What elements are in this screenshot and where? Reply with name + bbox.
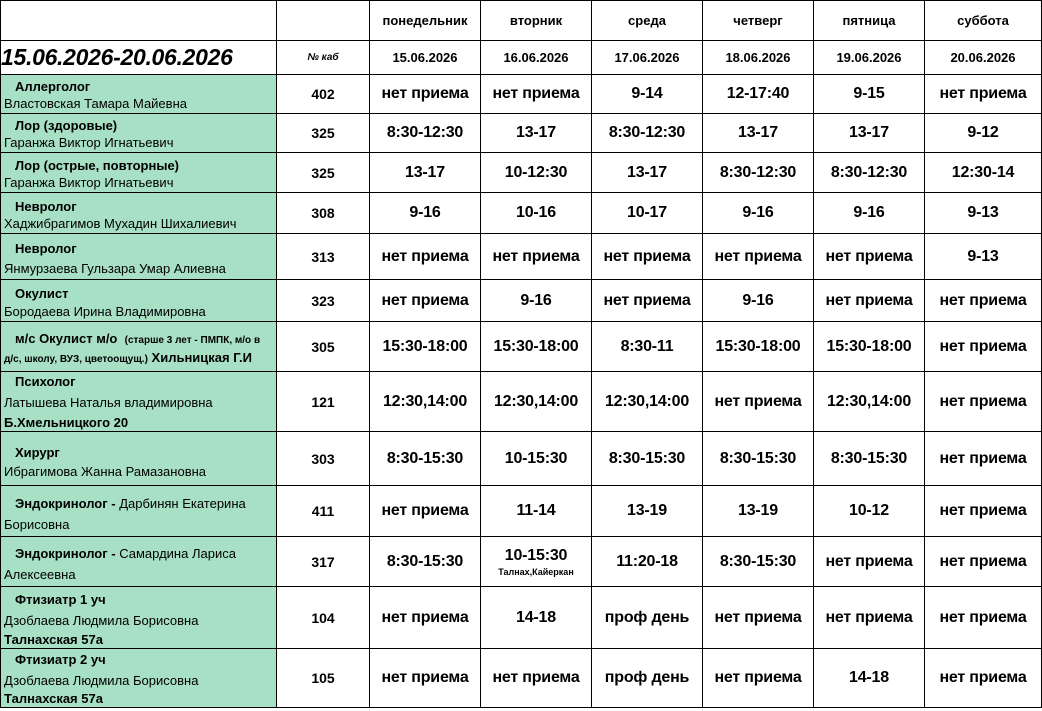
schedule-cell: 9-13 [925,193,1042,234]
schedule-cell: 12:30,14:00 [592,372,703,432]
schedule-cell: 9-15 [814,75,925,114]
schedule-cell: проф день [592,587,703,649]
schedule-cell: нет приема [925,322,1042,372]
room-column-header: № каб [277,41,370,75]
schedule-cell: 8:30-15:30 [814,432,925,486]
schedule-cell: нет приема [925,280,1042,322]
table-row [1,486,1042,537]
specialty-label: Лор (острые, повторные) [15,157,180,173]
table-row [1,587,1042,649]
schedule-cell: 12-17:40 [703,75,814,114]
specialty-note: д/с, школу, ВУЗ, цветоощущ.) [4,354,148,365]
address-label: Талнахская 57а [4,691,103,706]
address-label: Б.Хмельницкого 20 [4,415,129,430]
room-number: 305 [277,322,370,372]
schedule-cell: 9-16 [703,193,814,234]
header-blank-cell [277,1,370,41]
doctor-name: Ибрагимова Жанна Рамазановна [4,463,207,479]
schedule-cell: проф день [592,649,703,708]
specialty-label: Невролог [15,241,77,256]
doctor-name [1,349,276,368]
table-row [1,432,1042,486]
doctor-name: Дзоблаева Людмила Борисовна [4,673,199,688]
table-row [1,649,1042,708]
doctor-name-text: Самардина Лариса [119,545,236,561]
schedule-cell: 8:30-15:30 [370,537,481,587]
specialty-label: Невролог [15,198,77,214]
day-date: 15.06.2026 [370,41,481,75]
day-date: 18.06.2026 [703,41,814,75]
room-number: 402 [277,75,370,114]
schedule-cell: нет приема [925,587,1042,649]
room-number: 317 [277,537,370,587]
specialty-label: Фтизиатр 1 уч [15,592,106,607]
schedule-cell: нет приема [481,75,592,114]
schedule-cell: 8:30-15:30 [703,537,814,587]
schedule-cell: 12:30,14:00 [814,372,925,432]
schedule-cell: 8:30-12:30 [592,114,703,153]
room-number: 104 [277,587,370,649]
table-row [1,322,1042,372]
doctor-name-text: Хильницкая Г.И [151,350,252,365]
table-row [1,537,1042,587]
specialty-label: Аллерголог [15,79,91,94]
doctor-name: Дзоблаева Людмила Борисовна [4,613,199,628]
location-note: Талнах,Кайеркан [498,566,574,577]
specialty-label: Психолог [15,374,76,389]
room-number: 325 [277,114,370,153]
day-name: понедельник [370,1,481,41]
schedule-cell: 13-17 [703,114,814,153]
schedule-cell: 8:30-15:30 [370,432,481,486]
schedule-cell: 10-12:30 [481,153,592,193]
header-row-days [1,1,1042,41]
schedule-cell: 15:30-18:00 [703,322,814,372]
schedule-cell: нет приема [481,234,592,280]
schedule-cell: 9-12 [925,114,1042,153]
schedule-cell: нет приема [925,372,1042,432]
specialty-label: Окулист [15,285,69,301]
schedule-cell: 13-17 [592,153,703,193]
schedule-cell: 13-19 [592,486,703,537]
schedule-cell [481,537,592,587]
specialty-note: (старше 3 лет - ПМПК, м/о в [124,335,261,346]
specialty-label [1,490,276,512]
table-row [1,75,1042,114]
schedule-cell: нет приема [370,486,481,537]
schedule-cell: 15:30-18:00 [481,322,592,372]
header-blank-cell [1,1,277,41]
doctor-name: Властовская Тамара Майевна [4,96,187,111]
room-number: 308 [277,193,370,234]
doctor-name: Гаранжа Виктор Игнатьевич [4,174,174,190]
schedule-cell: 10-17 [592,193,703,234]
day-date: 19.06.2026 [814,41,925,75]
doctor-cell [1,234,277,280]
schedule-cell: 9-16 [370,193,481,234]
schedule-cell: нет приема [925,432,1042,486]
schedule-cell: 13-19 [703,486,814,537]
specialty-text: м/с Окулист м/о [15,331,118,346]
schedule-cell: 11:20-18 [592,537,703,587]
doctor-cell [1,75,277,114]
doctor-cell [1,537,277,587]
doctor-name: Алексеевна [4,566,76,582]
schedule-cell: 8:30-15:30 [592,432,703,486]
table-row [1,153,1042,193]
schedule-cell: 8:30-12:30 [370,114,481,153]
schedule-cell: 12:30,14:00 [370,372,481,432]
room-number: 121 [277,372,370,432]
schedule-cell: 10-12 [814,486,925,537]
doctor-cell [1,153,277,193]
doctor-name: Борисовна [4,516,70,532]
schedule-cell: нет приема [370,587,481,649]
schedule-cell: 9-16 [814,193,925,234]
schedule-cell: нет приема [925,649,1042,708]
schedule-cell: 8:30-12:30 [703,153,814,193]
schedule-cell: 13-17 [370,153,481,193]
specialty-text: Эндокринолог - [15,545,116,561]
day-date: 17.06.2026 [592,41,703,75]
schedule-cell: нет приема [703,234,814,280]
schedule-cell: нет приема [814,234,925,280]
schedule-cell: нет приема [703,372,814,432]
schedule-cell: 13-17 [481,114,592,153]
schedule-cell: нет приема [814,587,925,649]
schedule-cell: 9-13 [925,234,1042,280]
schedule-cell: нет приема [925,75,1042,114]
schedule-cell: нет приема [703,649,814,708]
schedule-cell: нет приема [925,486,1042,537]
room-number: 313 [277,234,370,280]
schedule-cell: нет приема [703,587,814,649]
day-name: среда [592,1,703,41]
doctor-cell [1,114,277,153]
doctor-cell [1,587,277,649]
table-row [1,280,1042,322]
table-row [1,234,1042,280]
doctor-name-text: Дарбинян Екатерина [119,495,246,511]
schedule-cell: 9-14 [592,75,703,114]
day-name: вторник [481,1,592,41]
schedule-cell: нет приема [370,649,481,708]
doctor-name: Латышева Наталья владимировна [4,395,213,410]
specialty-label: Хирург [15,444,60,460]
schedule-cell: нет приема [814,537,925,587]
schedule-cell: нет приема [592,280,703,322]
schedule-cell-text: 10-15:30 [504,546,568,564]
schedule-cell: 12:30-14 [925,153,1042,193]
doctor-cell [1,432,277,486]
schedule-cell: нет приема [370,234,481,280]
specialty-text: Эндокринолог - [15,495,116,511]
room-number: 325 [277,153,370,193]
schedule-cell: 8:30-11 [592,322,703,372]
table-row [1,193,1042,234]
room-number: 105 [277,649,370,708]
table-row [1,372,1042,432]
day-name: четверг [703,1,814,41]
doctor-cell [1,486,277,537]
schedule-cell: нет приема [370,280,481,322]
specialty-label [1,325,276,349]
schedule-cell: нет приема [481,649,592,708]
schedule-cell: нет приема [814,280,925,322]
schedule-cell: 15:30-18:00 [814,322,925,372]
specialty-label [1,541,276,562]
doctor-cell [1,280,277,322]
room-number: 303 [277,432,370,486]
schedule-cell: нет приема [925,537,1042,587]
day-date: 20.06.2026 [925,41,1042,75]
day-name: суббота [925,1,1042,41]
schedule-cell: 8:30-12:30 [814,153,925,193]
doctor-cell [1,649,277,708]
schedule-cell: 12:30,14:00 [481,372,592,432]
schedule-cell: 11-14 [481,486,592,537]
schedule-cell: 10-15:30 [481,432,592,486]
doctor-name: Бородаева Ирина Владимировна [4,303,206,319]
specialty-label: Фтизиатр 2 уч [15,652,106,667]
schedule-cell: 8:30-15:30 [703,432,814,486]
doctor-name: Гаранжа Виктор Игнатьевич [4,135,174,150]
specialty-label: Лор (здоровые) [15,118,118,133]
schedule-cell: нет приема [370,75,481,114]
address-label: Талнахская 57а [4,632,103,647]
schedule-cell: 14-18 [814,649,925,708]
schedule-cell: 15:30-18:00 [370,322,481,372]
room-number: 323 [277,280,370,322]
day-date: 16.06.2026 [481,41,592,75]
schedule-cell: 9-16 [481,280,592,322]
doctor-cell [1,193,277,234]
doctor-name: Янмурзаева Гульзара Умар Алиевна [4,261,226,276]
schedule-cell: 9-16 [703,280,814,322]
period-title: 15.06.2026-20.06.2026 [1,41,277,75]
header-row-dates [1,41,1042,75]
schedule-cell: 13-17 [814,114,925,153]
schedule-cell: 14-18 [481,587,592,649]
schedule-cell: 10-16 [481,193,592,234]
doctor-name: Хаджибрагимов Мухадин Шихалиевич [4,215,237,231]
doctor-cell [1,372,277,432]
doctor-cell [1,322,277,372]
room-number: 411 [277,486,370,537]
schedule-cell: нет приема [592,234,703,280]
table-row [1,114,1042,153]
day-name: пятница [814,1,925,41]
